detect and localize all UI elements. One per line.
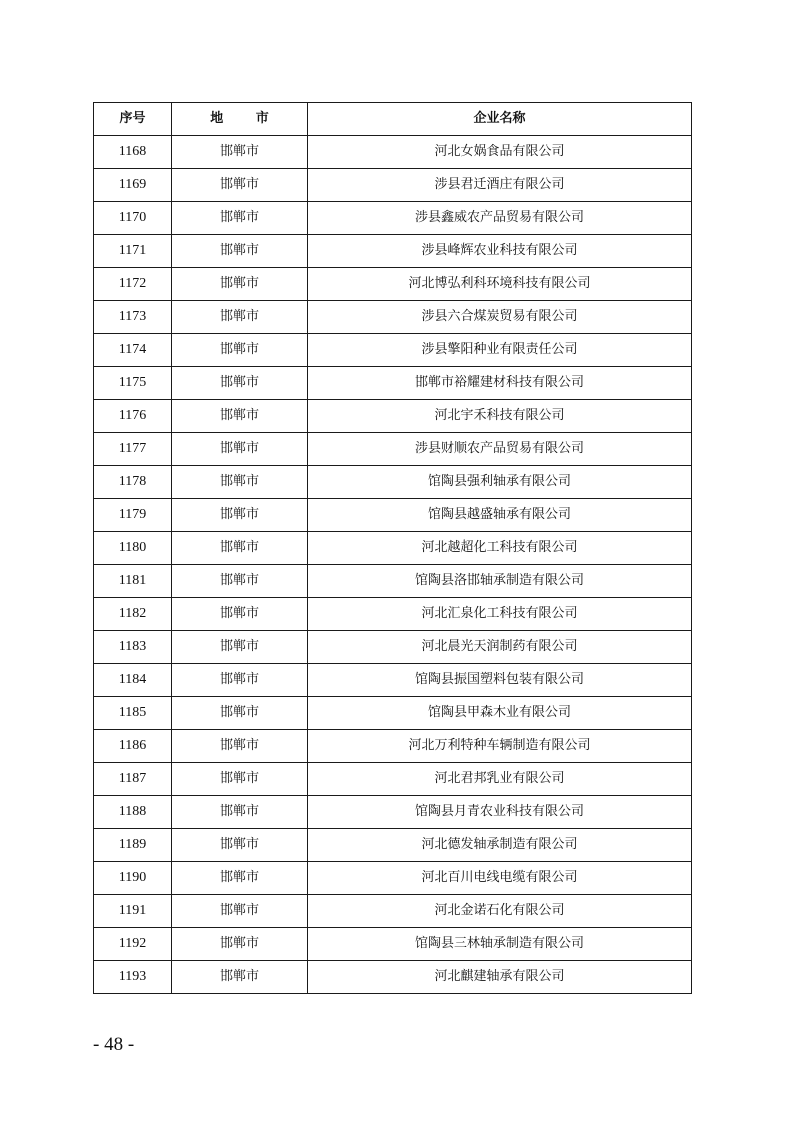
cell-serial-number: 1182 (94, 598, 172, 631)
table-row (94, 466, 692, 499)
cell-city: 邯郸市 (172, 763, 308, 796)
cell-serial-number: 1181 (94, 565, 172, 598)
cell-company-name: 馆陶县强利轴承有限公司 (308, 466, 692, 499)
table-row (94, 433, 692, 466)
cell-company-name: 河北麒建轴承有限公司 (308, 961, 692, 994)
cell-city: 邯郸市 (172, 136, 308, 169)
cell-serial-number: 1175 (94, 367, 172, 400)
cell-serial-number: 1168 (94, 136, 172, 169)
cell-city: 邯郸市 (172, 202, 308, 235)
cell-serial-number: 1191 (94, 895, 172, 928)
cell-city: 邯郸市 (172, 235, 308, 268)
cell-city: 邯郸市 (172, 664, 308, 697)
cell-serial-number: 1184 (94, 664, 172, 697)
cell-serial-number: 1173 (94, 301, 172, 334)
table-row (94, 268, 692, 301)
table-row (94, 862, 692, 895)
cell-serial-number: 1193 (94, 961, 172, 994)
cell-city: 邯郸市 (172, 730, 308, 763)
table-row (94, 598, 692, 631)
cell-company-name: 河北金诺石化有限公司 (308, 895, 692, 928)
cell-serial-number: 1178 (94, 466, 172, 499)
table-row (94, 400, 692, 433)
cell-company-name: 河北汇泉化工科技有限公司 (308, 598, 692, 631)
cell-city: 邯郸市 (172, 928, 308, 961)
cell-city: 邯郸市 (172, 268, 308, 301)
cell-company-name: 馆陶县三林轴承制造有限公司 (308, 928, 692, 961)
cell-company-name: 涉县擎阳种业有限责任公司 (308, 334, 692, 367)
cell-serial-number: 1190 (94, 862, 172, 895)
table-row (94, 730, 692, 763)
table-row (94, 367, 692, 400)
cell-city: 邯郸市 (172, 796, 308, 829)
cell-company-name: 馆陶县洛邯轴承制造有限公司 (308, 565, 692, 598)
cell-city: 邯郸市 (172, 565, 308, 598)
cell-serial-number: 1176 (94, 400, 172, 433)
cell-company-name: 河北晨光天润制药有限公司 (308, 631, 692, 664)
page-number: - 48 - (93, 1034, 135, 1055)
cell-company-name: 馆陶县甲森木业有限公司 (308, 697, 692, 730)
cell-serial-number: 1171 (94, 235, 172, 268)
cell-company-name: 河北百川电线电缆有限公司 (308, 862, 692, 895)
cell-company-name: 河北德发轴承制造有限公司 (308, 829, 692, 862)
cell-city: 邯郸市 (172, 598, 308, 631)
cell-serial-number: 1189 (94, 829, 172, 862)
table-row (94, 895, 692, 928)
table-row (94, 301, 692, 334)
cell-company-name: 河北女娲食品有限公司 (308, 136, 692, 169)
cell-serial-number: 1183 (94, 631, 172, 664)
table-row (94, 631, 692, 664)
table-row (94, 169, 692, 202)
table-row (94, 829, 692, 862)
cell-company-name: 河北越超化工科技有限公司 (308, 532, 692, 565)
cell-city: 邯郸市 (172, 829, 308, 862)
cell-company-name: 涉县峰辉农业科技有限公司 (308, 235, 692, 268)
cell-company-name: 馆陶县越盛轴承有限公司 (308, 499, 692, 532)
table-row (94, 565, 692, 598)
cell-serial-number: 1192 (94, 928, 172, 961)
cell-city: 邯郸市 (172, 961, 308, 994)
header-company-name: 企业名称 (308, 103, 692, 136)
cell-company-name: 邯郸市裕耀建材科技有限公司 (308, 367, 692, 400)
cell-city: 邯郸市 (172, 499, 308, 532)
cell-company-name: 河北万利特种车辆制造有限公司 (308, 730, 692, 763)
cell-city: 邯郸市 (172, 466, 308, 499)
cell-city: 邯郸市 (172, 301, 308, 334)
cell-city: 邯郸市 (172, 433, 308, 466)
cell-company-name: 河北宇禾科技有限公司 (308, 400, 692, 433)
cell-company-name: 涉县财顺农产品贸易有限公司 (308, 433, 692, 466)
cell-company-name: 馆陶县振国塑料包装有限公司 (308, 664, 692, 697)
table-row (94, 928, 692, 961)
table-row (94, 697, 692, 730)
table-row (94, 532, 692, 565)
cell-serial-number: 1177 (94, 433, 172, 466)
cell-serial-number: 1179 (94, 499, 172, 532)
header-serial-number: 序号 (94, 103, 172, 136)
table-row (94, 961, 692, 994)
cell-company-name: 河北君邦乳业有限公司 (308, 763, 692, 796)
cell-city: 邯郸市 (172, 400, 308, 433)
cell-company-name: 涉县鑫威农产品贸易有限公司 (308, 202, 692, 235)
table-row (94, 796, 692, 829)
cell-city: 邯郸市 (172, 532, 308, 565)
cell-serial-number: 1187 (94, 763, 172, 796)
cell-serial-number: 1185 (94, 697, 172, 730)
cell-company-name: 涉县六合煤炭贸易有限公司 (308, 301, 692, 334)
table-row (94, 136, 692, 169)
cell-city: 邯郸市 (172, 631, 308, 664)
cell-serial-number: 1170 (94, 202, 172, 235)
cell-city: 邯郸市 (172, 334, 308, 367)
table-row (94, 499, 692, 532)
cell-serial-number: 1172 (94, 268, 172, 301)
company-list-table (93, 102, 692, 994)
table-header-row (94, 103, 692, 136)
table-row (94, 763, 692, 796)
cell-serial-number: 1188 (94, 796, 172, 829)
cell-city: 邯郸市 (172, 169, 308, 202)
cell-city: 邯郸市 (172, 895, 308, 928)
cell-serial-number: 1186 (94, 730, 172, 763)
cell-serial-number: 1180 (94, 532, 172, 565)
cell-city: 邯郸市 (172, 697, 308, 730)
cell-city: 邯郸市 (172, 367, 308, 400)
cell-serial-number: 1169 (94, 169, 172, 202)
table-row (94, 202, 692, 235)
table-row (94, 334, 692, 367)
header-city: 地 市 (172, 103, 308, 136)
table-row (94, 235, 692, 268)
cell-company-name: 馆陶县月青农业科技有限公司 (308, 796, 692, 829)
cell-serial-number: 1174 (94, 334, 172, 367)
cell-city: 邯郸市 (172, 862, 308, 895)
cell-company-name: 涉县君迁酒庄有限公司 (308, 169, 692, 202)
cell-company-name: 河北博弘利科环境科技有限公司 (308, 268, 692, 301)
table-row (94, 664, 692, 697)
